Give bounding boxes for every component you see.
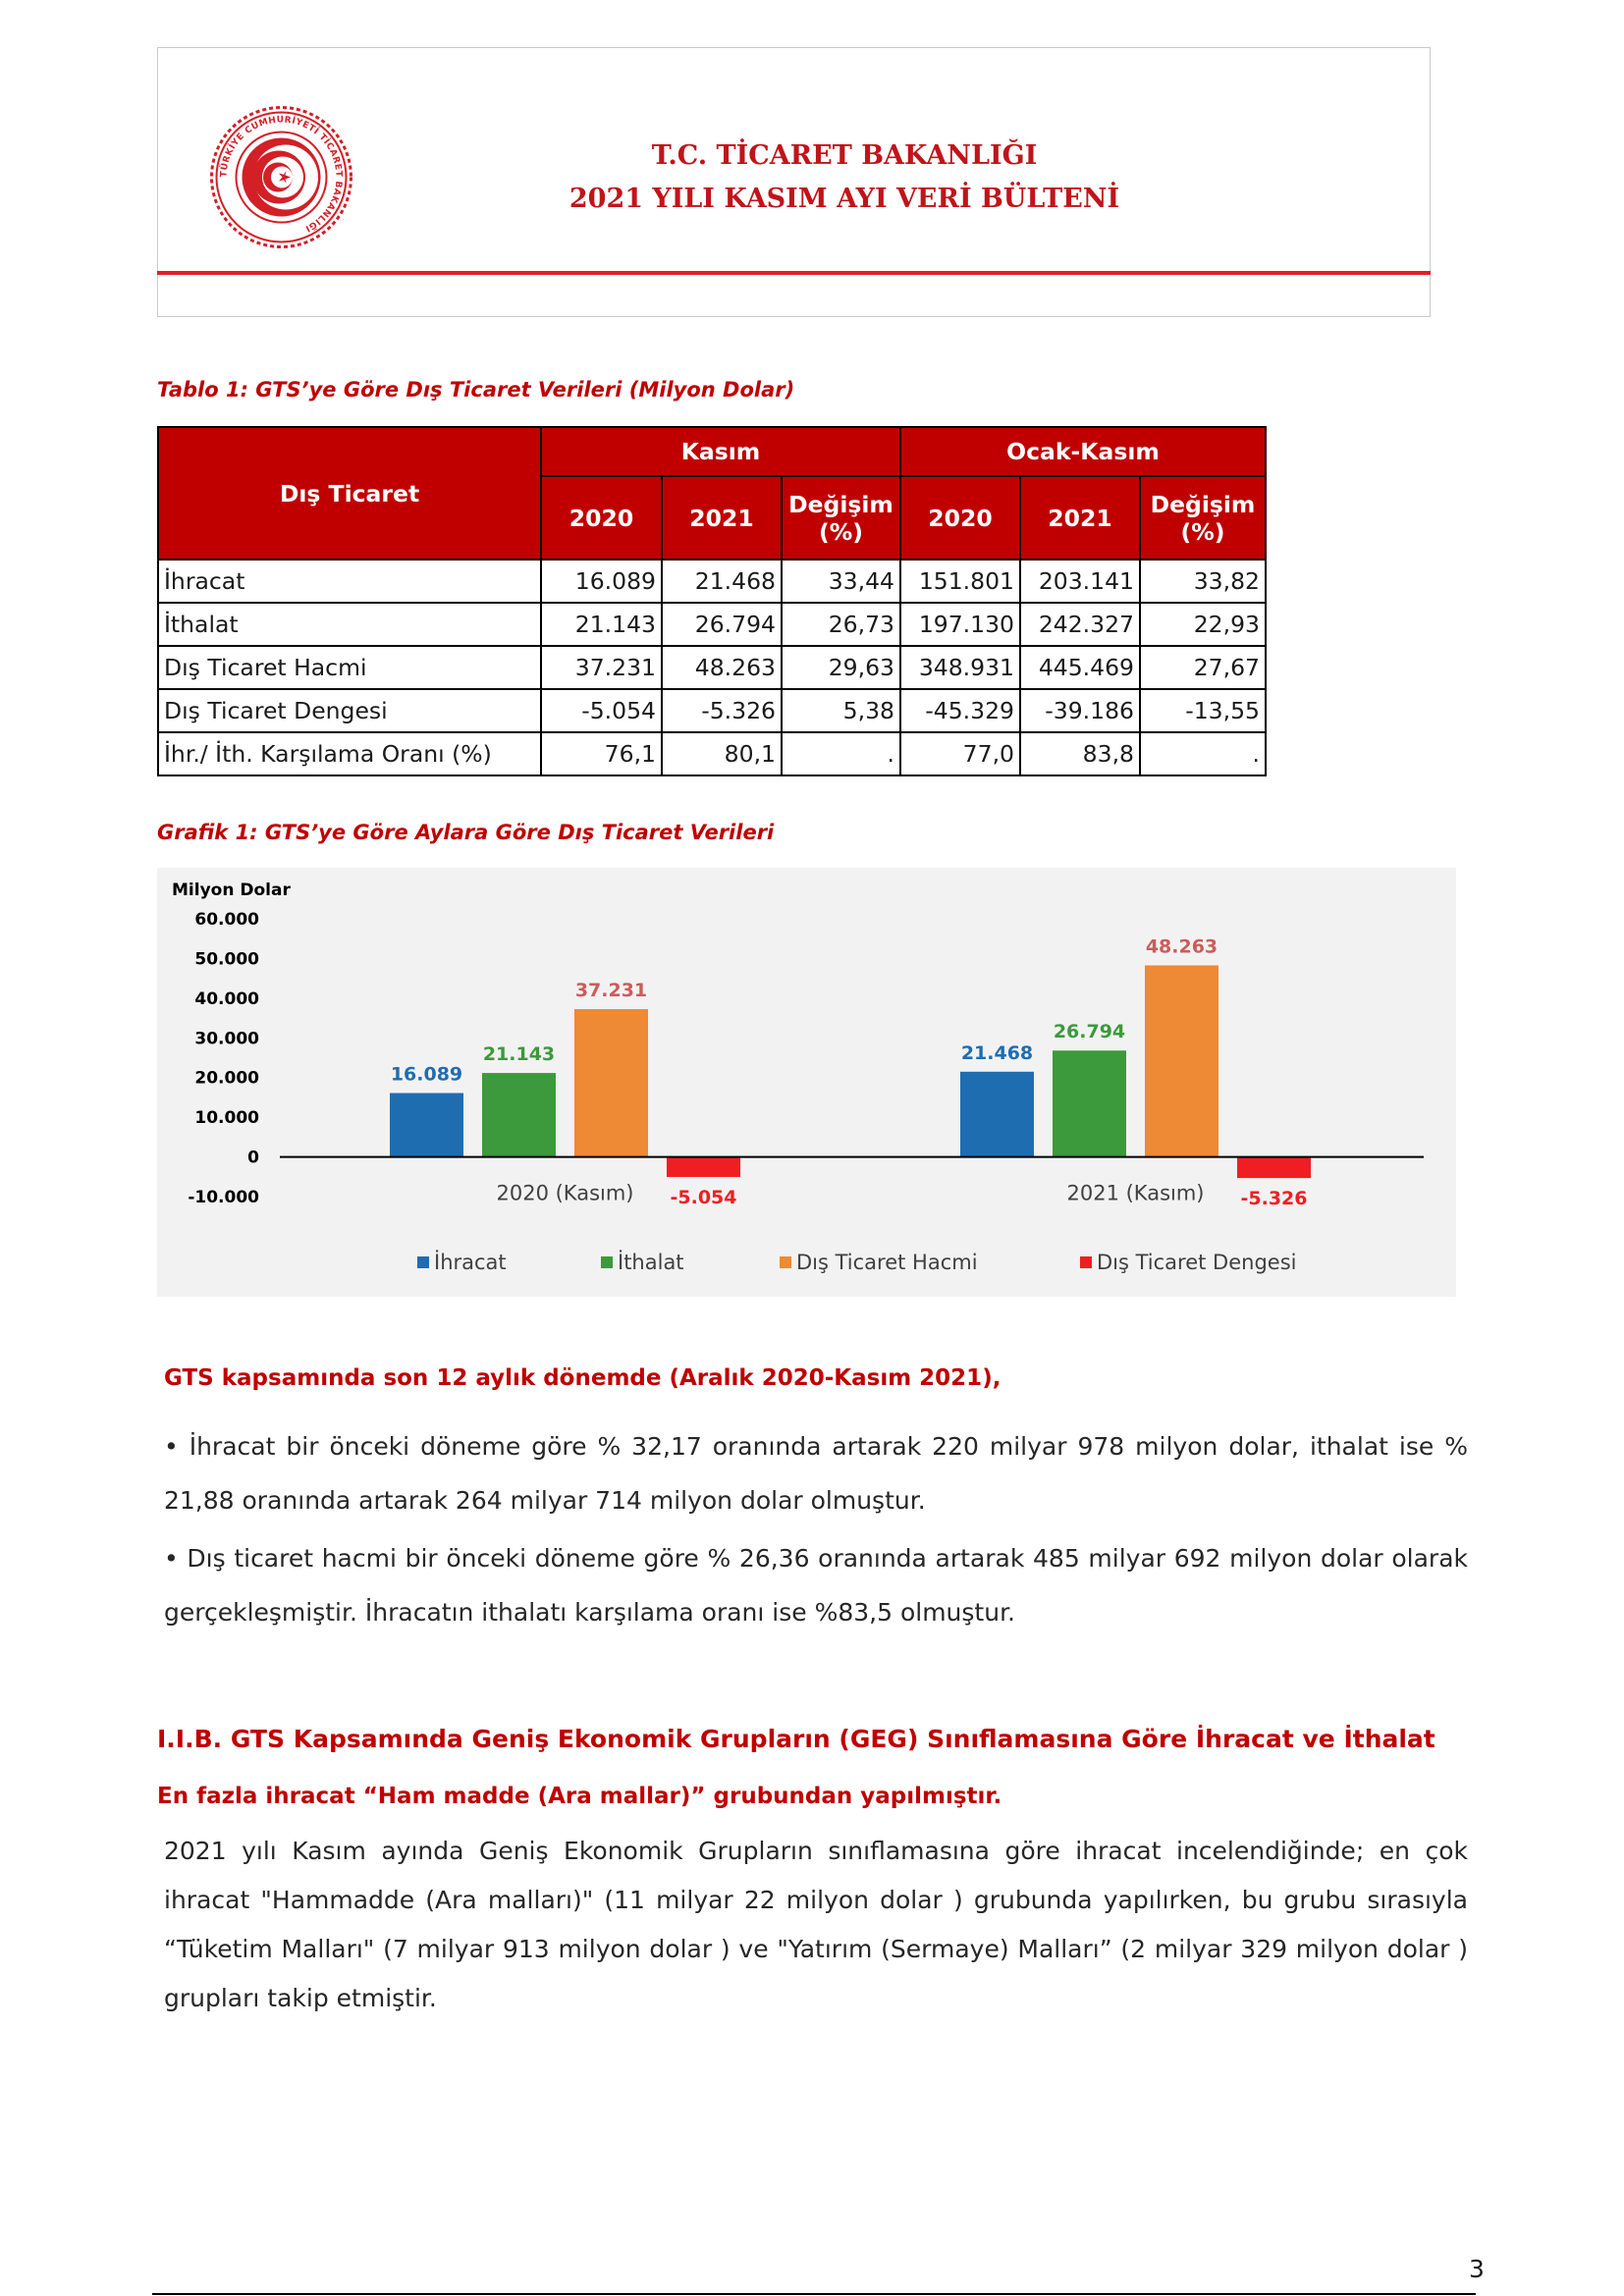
legend-swatch	[601, 1256, 613, 1268]
chart-bar	[1145, 965, 1218, 1156]
ministry-logo	[209, 105, 353, 249]
chart-bar	[574, 1009, 648, 1157]
row-label: İhr./ İth. Karşılama Oranı (%)	[158, 732, 541, 775]
header-divider	[157, 271, 1431, 275]
table-cell: 48.263	[662, 646, 782, 689]
row-label: İhracat	[158, 560, 541, 603]
chart-y-tick-label: 50.000	[194, 949, 259, 970]
table-cell: 83,8	[1020, 732, 1140, 775]
table-subheader: Değişim (%)	[1140, 476, 1266, 560]
table-cell: 242.327	[1020, 603, 1140, 646]
chart-bar	[1237, 1157, 1311, 1179]
row-label: Dış Ticaret Dengesi	[158, 689, 541, 732]
header-title-line2: 2021 YILI KASIM AYI VERİ BÜLTENİ	[568, 184, 1120, 214]
chart-data-label: 37.231	[574, 980, 648, 1002]
table-cell: 37.231	[541, 646, 662, 689]
chart-y-tick-label: 60.000	[194, 910, 259, 930]
table-row	[158, 603, 1266, 646]
chart-data-label: -5.054	[670, 1187, 737, 1209]
trade-table	[157, 426, 1267, 776]
chart-data-label: -5.326	[1240, 1188, 1308, 1210]
chart-y-tick-label: 20.000	[194, 1068, 259, 1089]
table-cell: 27,67	[1140, 646, 1266, 689]
legend-label: İhracat	[434, 1251, 507, 1274]
table-subheader: 2021	[1020, 476, 1140, 560]
table-cell: 77,0	[900, 732, 1020, 775]
table-cell: -45.329	[900, 689, 1020, 732]
table-cell: 33,44	[782, 560, 900, 603]
table-subheader: 2020	[900, 476, 1020, 560]
table-cell: 26,73	[782, 603, 900, 646]
chart-data-label: 21.143	[482, 1043, 556, 1066]
legend-swatch	[780, 1256, 791, 1268]
chart-data-label: 16.089	[390, 1063, 463, 1086]
section-paragraph: 2021 yılı Kasım ayında Geniş Ekonomik Grupların sınıflamasına göre ihracat incelendiğinde; en çok ihracat "Hammadde (Ara malları)" (11 milyar 22 milyon dolar ) grubunda yapılırken, bu grubu sırasıyla “Tüketim Malları" (7 milyar 913 milyon dolar ) ve "Yatırım (Sermaye) Malları” (2 milyar 329 milyon dolar ) grupları takip etmiştir.	[164, 1837, 1468, 2012]
legend-label: Dış Ticaret Hacmi	[796, 1251, 978, 1274]
chart-y-axis-label: Milyon Dolar	[172, 881, 291, 900]
chart-y-tick-label: 30.000	[194, 1029, 259, 1049]
chart-bar	[482, 1073, 556, 1156]
chart-data-label: 48.263	[1145, 935, 1218, 958]
footer-divider	[152, 2293, 1476, 2295]
table-cell: -13,55	[1140, 689, 1266, 732]
legend-label: İthalat	[618, 1251, 684, 1274]
table-cell: 80,1	[662, 732, 782, 775]
table-cell: .	[1140, 732, 1266, 775]
chart-data-label: 21.468	[960, 1041, 1034, 1064]
table-group-header-ocak-kasim: Ocak-Kasım	[900, 427, 1266, 476]
chart-y-tick-label: 0	[247, 1148, 259, 1168]
section-subheading: En fazla ihracat “Ham madde (Ara mallar)” grubundan yapılmıştır.	[157, 1784, 1002, 1809]
table-row	[158, 732, 1266, 775]
table-row	[158, 560, 1266, 603]
table-corner-header: Dış Ticaret	[158, 427, 541, 560]
table-subheader: 2020	[541, 476, 662, 560]
chart-bar	[960, 1072, 1034, 1157]
table-subheader: 2021	[662, 476, 782, 560]
table-cell: 33,82	[1140, 560, 1266, 603]
table-group-header-kasim: Kasım	[541, 427, 900, 476]
table-cell: 203.141	[1020, 560, 1140, 603]
table-cell: 76,1	[541, 732, 662, 775]
chart-caption: Grafik 1: GTS’ye Göre Aylara Göre Dış Ticaret Verileri	[157, 821, 775, 844]
table-cell: 16.089	[541, 560, 662, 603]
row-label: Dış Ticaret Hacmi	[158, 646, 541, 689]
table-cell: 21.468	[662, 560, 782, 603]
table-cell: 29,63	[782, 646, 900, 689]
logo-text: TÜRKİYE CUMHURİYETİ TİCARET BAKANLIĞI	[219, 115, 344, 234]
table-cell: .	[782, 732, 900, 775]
row-label: İthalat	[158, 603, 541, 646]
table-cell: 26.794	[662, 603, 782, 646]
chart-y-tick-label: -10.000	[188, 1188, 259, 1207]
chart-category-label: 2020 (Kasım)	[496, 1181, 634, 1205]
page-number: 3	[1469, 2255, 1485, 2283]
table-cell: -5.054	[541, 689, 662, 732]
table-cell: 445.469	[1020, 646, 1140, 689]
legend-swatch	[1080, 1256, 1092, 1268]
legend-swatch	[417, 1256, 429, 1268]
table-cell: 21.143	[541, 603, 662, 646]
chart-data-label: 26.794	[1053, 1021, 1126, 1043]
table-cell: -39.186	[1020, 689, 1140, 732]
table-subheader: Değişim (%)	[782, 476, 900, 560]
chart-bar	[390, 1094, 463, 1157]
chart-category-label: 2021 (Kasım)	[1066, 1181, 1205, 1205]
summary-bullet-2: • Dış ticaret hacmi bir önceki döneme göre % 26,36 oranında artarak 485 milyar 692 milyon dolar olarak gerçekleşmiştir. İhracatın ithalatı karşılama oranı ise %83,5 olmuştur.	[164, 1544, 1468, 1627]
table-cell: 151.801	[900, 560, 1020, 603]
table-cell: 5,38	[782, 689, 900, 732]
summary-bullet-1: • İhracat bir önceki döneme göre % 32,17 oranında artarak 220 milyar 978 milyon dolar, ithalat ise % 21,88 oranında artarak 264 milyar 714 milyon dolar olmuştur.	[164, 1432, 1468, 1515]
header-title-line1: T.C. TİCARET BAKANLIĞI	[651, 140, 1038, 171]
table-cell: -5.326	[662, 689, 782, 732]
chart-y-tick-label: 10.000	[194, 1108, 259, 1129]
section-heading: I.I.B. GTS Kapsamında Geniş Ekonomik Grupların (GEG) Sınıflamasına Göre İhracat ve İthalat	[157, 1725, 1435, 1753]
table-cell: 348.931	[900, 646, 1020, 689]
chart-y-tick-label: 40.000	[194, 988, 259, 1009]
table-caption: Tablo 1: GTS’ye Göre Dış Ticaret Verileri (Milyon Dolar)	[157, 378, 795, 401]
table-row	[158, 689, 1266, 732]
table-row	[158, 646, 1266, 689]
legend-label: Dış Ticaret Dengesi	[1097, 1251, 1297, 1274]
trade-bar-chart	[157, 868, 1456, 1297]
table-cell: 197.130	[900, 603, 1020, 646]
summary-heading: GTS kapsamında son 12 aylık dönemde (Aralık 2020-Kasım 2021),	[164, 1365, 1001, 1391]
chart-bar	[667, 1157, 740, 1177]
chart-bar	[1053, 1050, 1126, 1156]
table-cell: 22,93	[1140, 603, 1266, 646]
